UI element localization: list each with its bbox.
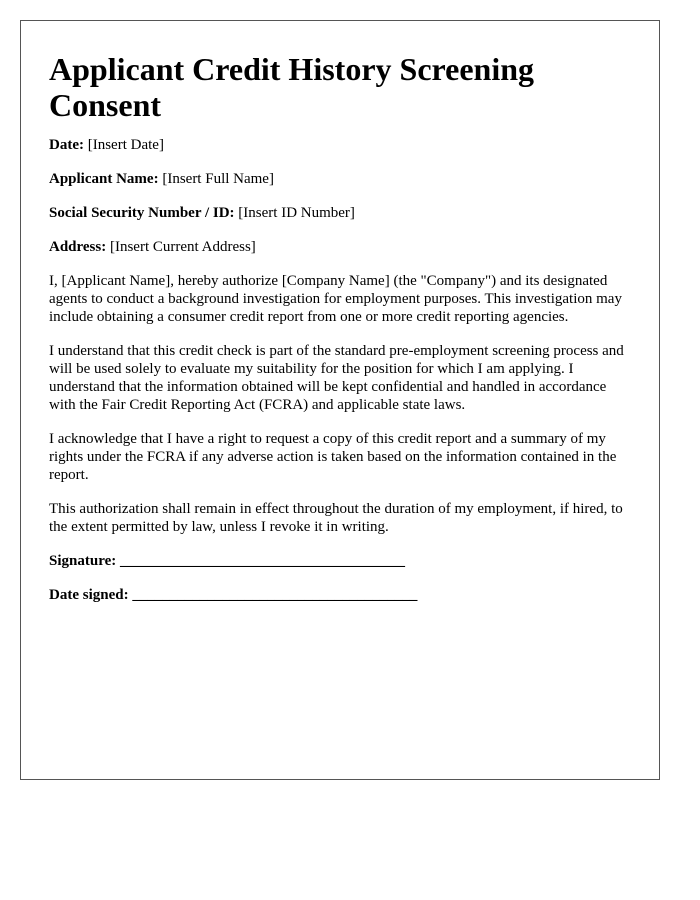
understanding-paragraph: I understand that this credit check is part of the standard pre-employment screening process and will be used solely to evaluate my suitability for the position for which I am applying. I understand that the information obtained will be kept confidential and handled in accordance with the Fair Credit Reporting Act (FCRA) and applicable state laws. xyxy=(49,343,624,413)
field-label: Applicant Name: xyxy=(49,171,159,187)
field-value: [Insert Full Name] xyxy=(162,171,274,187)
date-field xyxy=(49,136,631,154)
authorization-paragraph: I, [Applicant Name], hereby authorize [Company Name] (the "Company") and its designated agents to conduct a background investigation for employment purposes. This investigation may include obtaining a consumer credit report from one or more credit reporting agencies. xyxy=(49,273,622,325)
acknowledgement-paragraph: I acknowledge that I have a right to request a copy of this credit report and a summary of my rights under the FCRA if any adverse action is taken based on the information contained in the report. xyxy=(49,431,617,483)
address-field xyxy=(49,238,631,256)
field-label: Address: xyxy=(49,239,107,255)
date-signed-field xyxy=(49,586,631,604)
signature-label: Signature: xyxy=(49,553,117,569)
field-label: Date: xyxy=(49,137,84,153)
ssn-field xyxy=(49,204,631,222)
document-title: Applicant Credit History Screening Consent xyxy=(49,51,535,123)
field-value: [Insert Date] xyxy=(87,137,164,153)
field-label: Social Security Number / ID: xyxy=(49,205,235,221)
duration-paragraph: This authorization shall remain in effect throughout the duration of my employment, if hired, to the extent permitted by law, unless I revoke it in writing. xyxy=(49,501,623,535)
date-signed-line[interactable]: ______________________________________ xyxy=(132,587,418,603)
date-signed-label: Date signed: xyxy=(49,587,129,603)
signature-field xyxy=(49,552,631,570)
consent-document xyxy=(20,20,660,780)
field-value: [Insert ID Number] xyxy=(238,205,355,221)
applicant-name-field xyxy=(49,170,631,188)
signature-line[interactable]: ______________________________________ xyxy=(119,553,405,569)
field-value: [Insert Current Address] xyxy=(109,239,256,255)
